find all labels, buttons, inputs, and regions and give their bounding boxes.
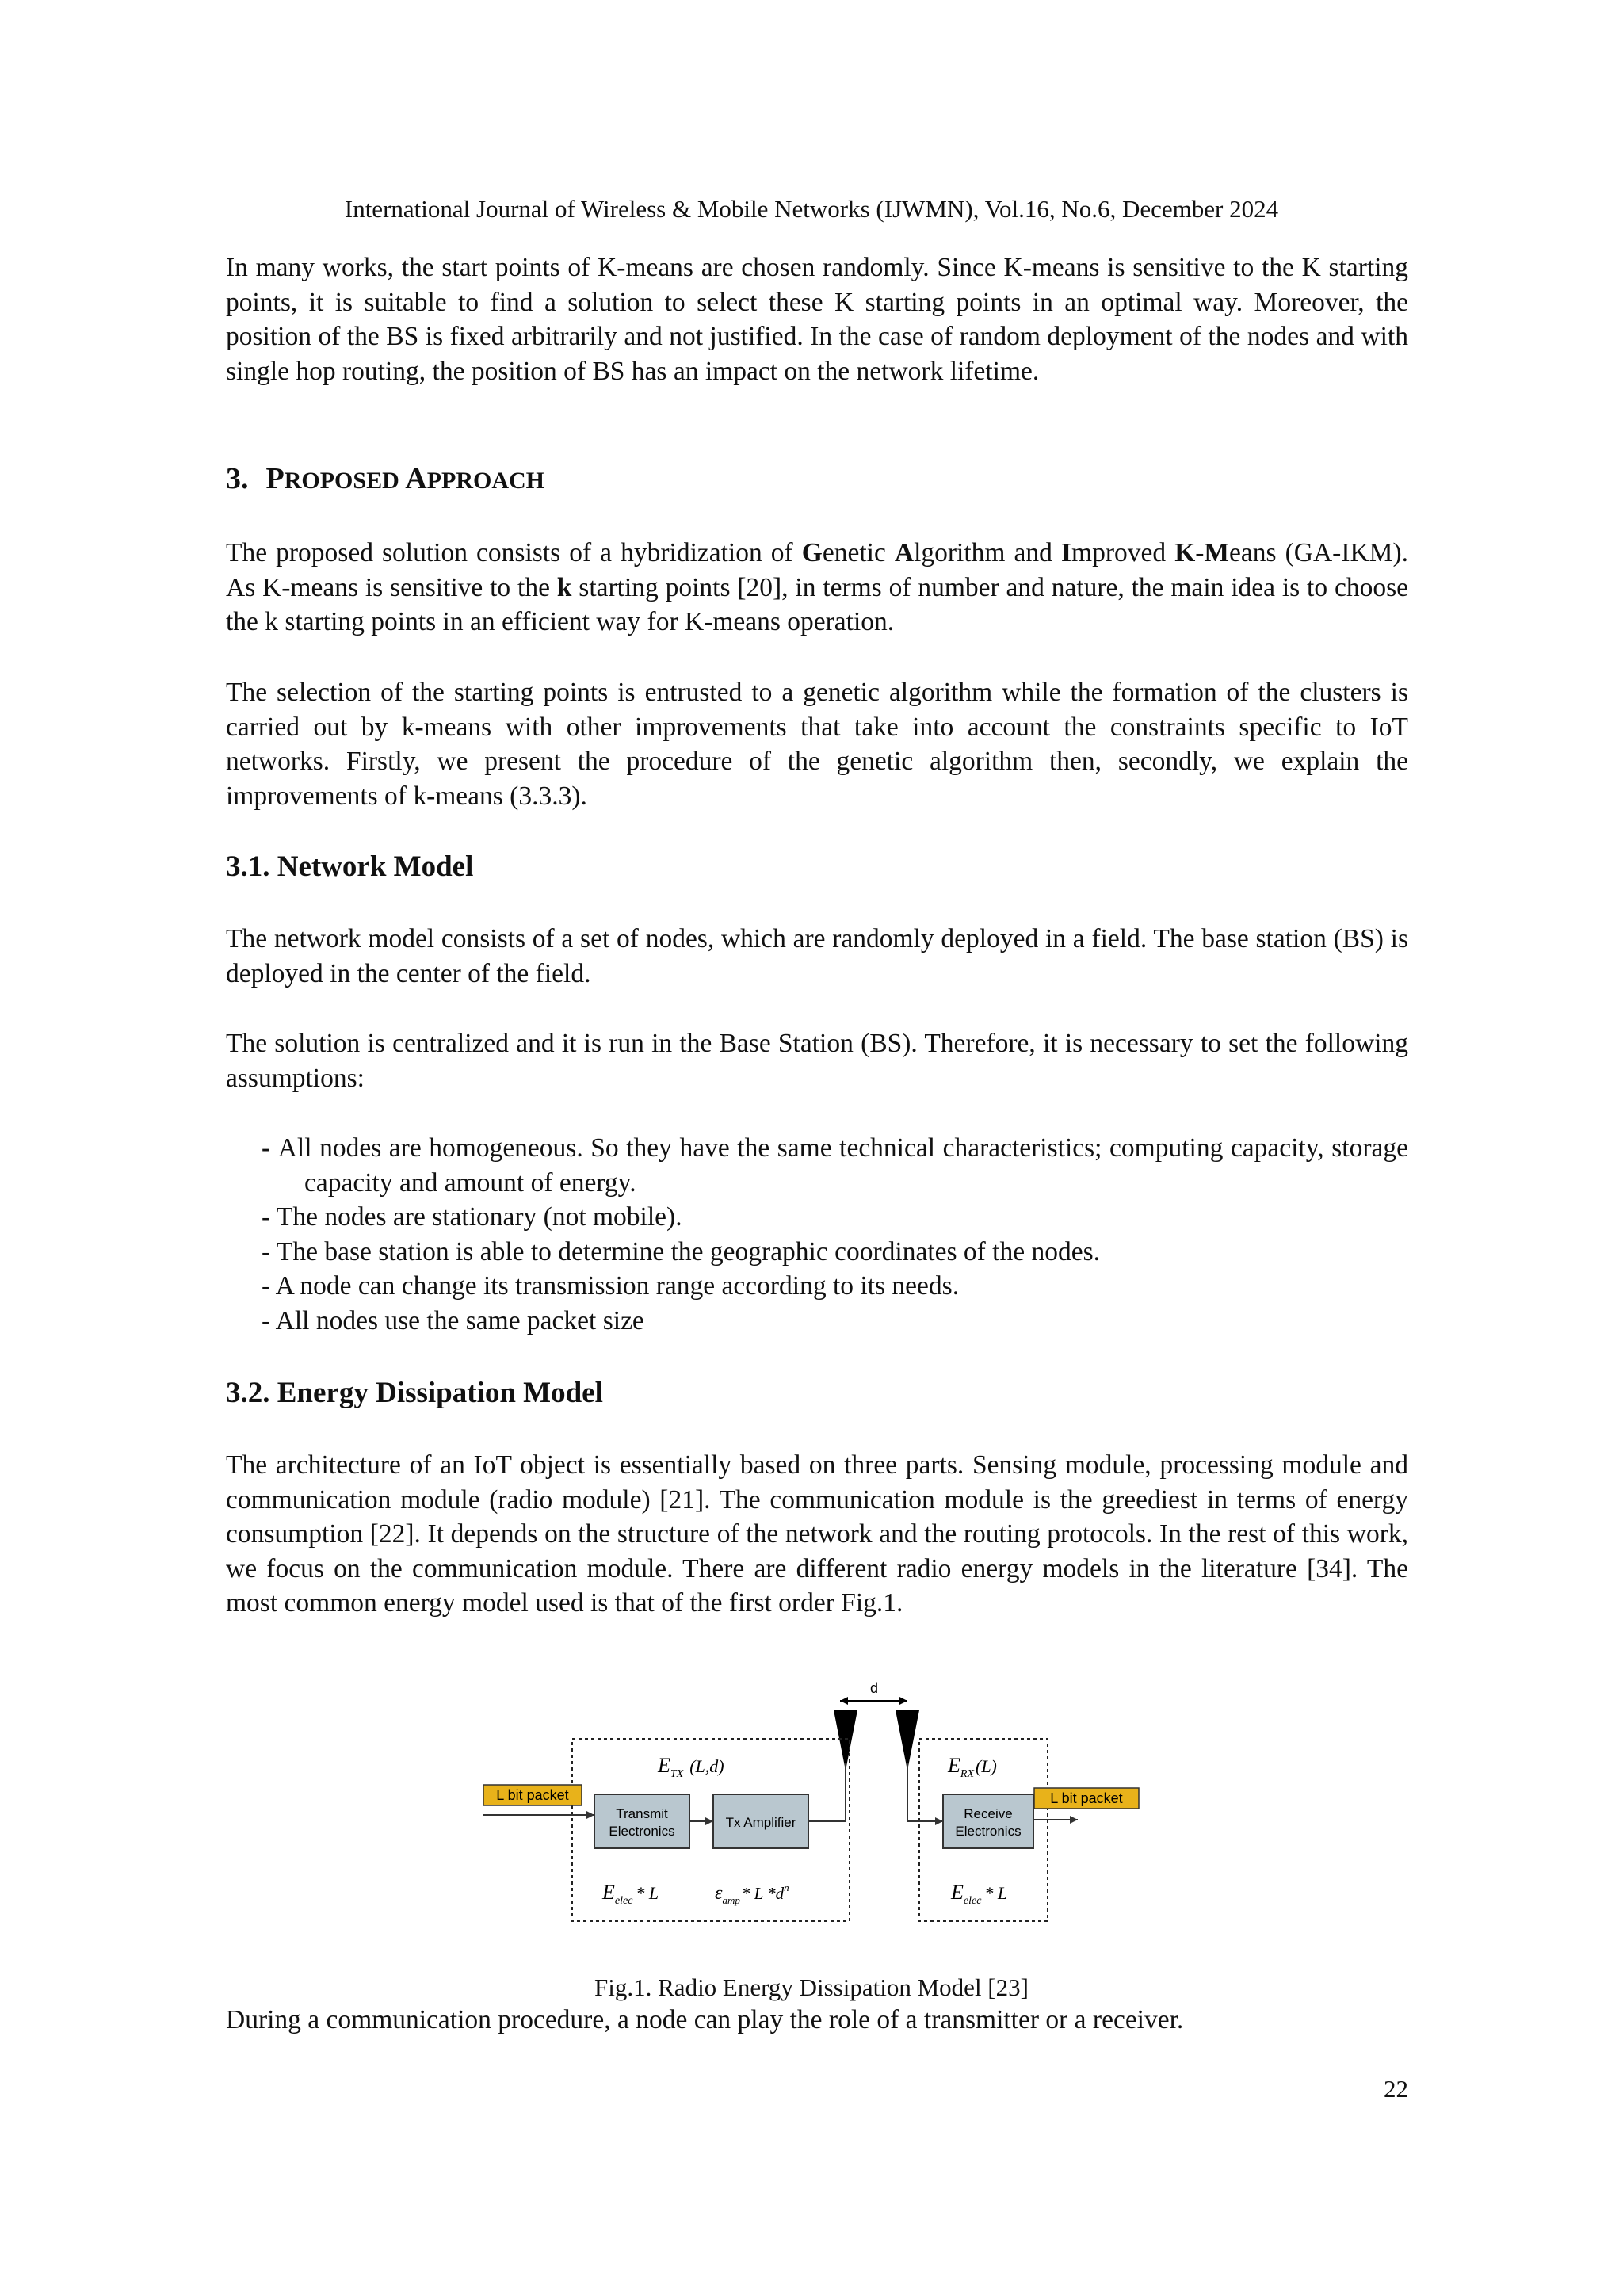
radio-energy-figure (475, 1675, 1157, 1945)
svg-text:L bit packet: L bit packet (496, 1787, 569, 1803)
rx-energy-label: $E_{RX}^{(L)}$ (948, 1754, 997, 1780)
amp-formula: $\varepsilon_{amp}*$ L $*d^n$ (715, 1881, 789, 1906)
assumptions-list (262, 1131, 1408, 1338)
distance-label: d (869, 1680, 879, 1696)
intro-paragraph: In many works, the start points of K-means are chosen randomly. Since K-means is sensitive to the K starting points, it is suitable to find a solution to select these K starting points in an optimal way. Moreover, the position of the BS is fixed arbitrarily and not justified. In the case of random deployment of the nodes and with single hop routing, the position of BS has an impact on the network lifetime. (226, 253, 1408, 386)
section-3-2-paragraph-1: The architecture of an IoT object is essentially based on three parts. Sensing module, processing module and communication module (radio module) [21]. The communication module is the greediest in terms of energy consumption [22]. It depends on the structure of the network and the routing protocols. In the rest of this work, we focus on the communication module. There are different radio energy models in the literature [34]. The most common energy model used is that of the first order Fig.1. (226, 1450, 1408, 1618)
list-item: - All nodes are homogeneous. So they have the same technical characteristics; computing capacity, storage capacity and amount of energy. (262, 1133, 1408, 1198)
closing-line: During a communication procedure, a node can play the role of a transmitter or a receiver. (226, 2005, 1184, 2034)
svg-text:Electronics: Electronics (955, 1824, 1022, 1839)
svg-text:Receive: Receive (964, 1806, 1013, 1821)
section-3-heading: 3. PROPOSED APPROACH (226, 462, 545, 495)
receive-electronics-box (943, 1794, 1033, 1848)
section-3-1-heading: 3.1. Network Model (226, 850, 474, 883)
rx-elec-formula: $E_{elec}$ $^{* L}$ (951, 1881, 1008, 1907)
transmit-electronics-box (594, 1794, 689, 1848)
list-item: - A node can change its transmission range according to its needs. (262, 1271, 960, 1301)
list-item: - The base station is able to determine the geographic coordinates of the nodes. (262, 1236, 1101, 1266)
figure-caption: Fig.1. Radio Energy Dissipation Model [23] (594, 1973, 1029, 2001)
list-item: - The nodes are stationary (not mobile). (262, 1202, 682, 1232)
tx-energy-label: $E_{TX}$ $^{(L,d)}$ (658, 1754, 724, 1780)
svg-text:Electronics: Electronics (609, 1824, 675, 1839)
section-3-1-paragraph-2: The solution is centralized and it is run in the Base Station (BS). Therefore, it is necessary to set the following assumptions: (226, 1029, 1408, 1093)
running-header: International Journal of Wireless & Mobile Networks (IJWMN), Vol.16, No.6, December 2024 (344, 195, 1279, 223)
section-3-1-paragraph-1: The network model consists of a set of nodes, which are randomly deployed in a field. The base station (BS) is deployed in the center of the field. (226, 924, 1408, 988)
section-3-2-heading: 3.2. Energy Dissipation Model (226, 1377, 603, 1409)
section-3-paragraph-1: The proposed solution consists of a hybridization of Genetic Algorithm and Improved K-Means (GA-IKM). As K-means is sensitive to the k starting points [20], in terms of number and nature, the main idea is to choose the k starting points in an efficient way for K-means operation. (226, 538, 1408, 636)
svg-text:Tx Amplifier: Tx Amplifier (725, 1815, 796, 1830)
tx-elec-formula: $E_{elec}$ $^{* L}$ (602, 1881, 659, 1907)
rx-antenna-icon (896, 1710, 919, 1771)
svg-text:Transmit: Transmit (616, 1806, 668, 1821)
tx-antenna-icon (834, 1710, 857, 1771)
section-number: 3. (226, 462, 249, 495)
svg-text:L bit packet: L bit packet (1050, 1790, 1123, 1806)
list-item: - All nodes use the same packet size (262, 1305, 644, 1335)
page-number: 22 (1384, 2075, 1408, 2103)
section-3-paragraph-2: The selection of the starting points is entrusted to a genetic algorithm while the formation of the clusters is carried out by k-means with other improvements that take into account the constraints specific to IoT networks. Firstly, we present the procedure of the genetic algorithm then, secondly, we explain the improvements of k-means (3.3.3). (226, 678, 1408, 811)
